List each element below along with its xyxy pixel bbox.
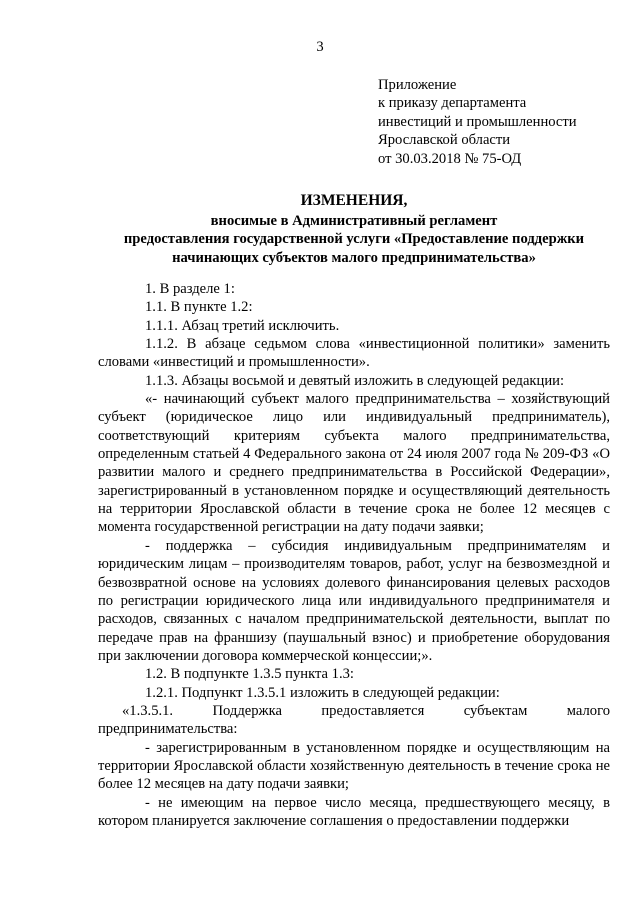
paragraph: - зарегистрированным в установленном порядке и осуществляющим на территории Ярославской области хозяйственную деятельность в течение срока не более 12 месяцев на дату подачи заявки; bbox=[98, 739, 610, 793]
title-line: предоставления государственной услуги «Предоставление поддержки bbox=[123, 231, 585, 248]
title-main: ИЗМЕНЕНИЯ, bbox=[300, 192, 408, 209]
appendix-line: от 30.03.2018 № 75-ОД bbox=[378, 150, 522, 167]
title-line: вносимые в Административный регламент bbox=[210, 212, 498, 229]
paragraph: 1.1.1. Абзац третий исключить. bbox=[145, 317, 340, 334]
appendix-line: к приказу департамента bbox=[378, 95, 527, 112]
appendix-block bbox=[378, 76, 628, 168]
page-number: 3 bbox=[316, 39, 324, 55]
appendix-line: инвестиций и промышленности bbox=[378, 113, 577, 130]
paragraph: - не имеющим на первое число месяца, предшествующего месяцу, в котором планируется заключение соглашения о предоставлении поддержки bbox=[98, 794, 610, 829]
paragraph: - поддержка – субсидия индивидуальным предпринимателям и юридическим лицам – производителям товаров, работ, услуг на безвозмездной и безвозвратной основе на условиях долевого финансирования целевых расходов по регистрации юридического лица или индивидуального предпринимателя и расходов, связанных с началом предпринимательской деятельности, выплат по передаче прав на франшизу (паушальный взнос) и приобретение оборудования при заключении договора коммерческой концессии;». bbox=[98, 537, 610, 664]
paragraph: 1.2. В подпункте 1.3.5 пункта 1.3: bbox=[145, 666, 354, 683]
title-line: начинающих субъектов малого предпринимательства» bbox=[172, 249, 536, 266]
paragraph: 1.1.2. В абзаце седьмом слова «инвестиционной политики» заменить словами «инвестиций и промышленности». bbox=[98, 336, 610, 371]
paragraph: «- начинающий субъект малого предпринимательства – хозяйствующий субъект (юридическое лицо или индивидуальный предприниматель), соответствующий критериям субъекта малого предпринимательства, определенным статьей 4 Федерального закона от 24 июля 2007 года № 209-ФЗ «О развитии малого и среднего предпринимательства в Российской Федерации», зарегистрированный в установленном порядке и осуществляющий деятельность на территории Ярославской области в течение срока не более 12 месяцев с момента государственной регистрации на дату подачи заявки; bbox=[98, 391, 610, 536]
document-body bbox=[98, 280, 610, 830]
document-title bbox=[98, 192, 610, 267]
paragraph: 1.1. В пункте 1.2: bbox=[145, 299, 253, 316]
paragraph: 1. В разделе 1: bbox=[145, 281, 235, 297]
paragraph: 1.1.3. Абзацы восьмой и девятый изложить в следующей редакции: bbox=[145, 372, 565, 389]
paragraph: 1.2.1. Подпункт 1.3.5.1 изложить в следующей редакции: bbox=[145, 684, 500, 701]
appendix-line: Приложение bbox=[378, 77, 457, 93]
appendix-line: Ярославской области bbox=[378, 132, 511, 149]
paragraph: «1.3.5.1. Поддержка предоставляется субъектам малого предпринимательства: bbox=[98, 702, 610, 738]
